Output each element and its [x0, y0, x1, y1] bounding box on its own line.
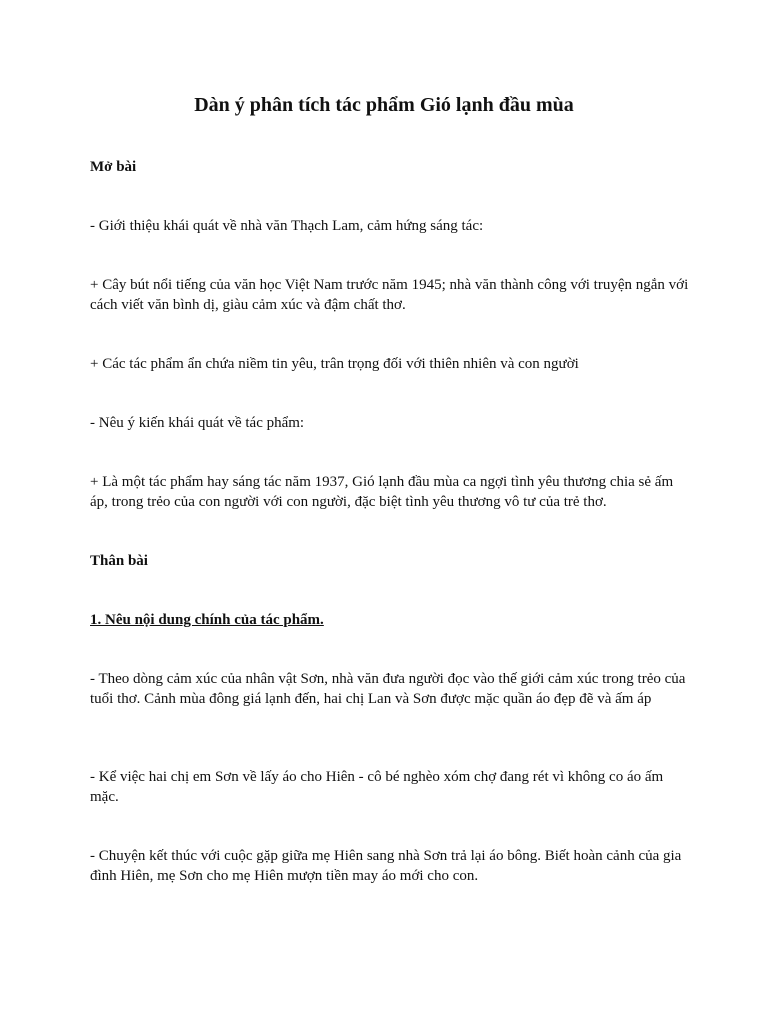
paragraph-work-detail: + Là một tác phẩm hay sáng tác năm 1937, Gió lạnh đầu mùa ca ngợi tình yêu thương chia sẻ ấm áp, trong trẻo của con người với con người, đặc biệt tình yêu thương vô tư của trẻ thơ. [90, 474, 674, 510]
paragraph-author-detail-1: + Cây bút nổi tiếng của văn học Việt Nam trước năm 1945; nhà văn thành công với truyện ngắn với cách viết văn bình dị, giàu cảm xúc và đậm chất thơ. [90, 277, 689, 313]
heading-than-bai: Thân bài [90, 553, 148, 569]
heading-mo-bai: Mở bài [90, 159, 137, 175]
paragraph-content-1: - Theo dòng cảm xúc của nhân vật Sơn, nhà văn đưa người đọc vào thế giới cảm xúc trong trẻo của tuổi thơ. Cảnh mùa đông giá lạnh đến, hai chị Lan và Sơn được mặc quần áo đẹp đẽ và ấm áp [90, 671, 686, 707]
paragraph-content-3: - Chuyện kết thúc với cuộc gặp giữa mẹ Hiên sang nhà Sơn trả lại áo bông. Biết hoàn cảnh của gia đình Hiên, mẹ Sơn cho mẹ Hiên mượn tiền may áo mới cho con. [90, 848, 682, 884]
paragraph-author-detail-2: + Các tác phẩm ẩn chứa niềm tin yêu, trân trọng đối với thiên nhiên và con người [90, 356, 579, 372]
paragraph-intro-work: - Nêu ý kiến khái quát về tác phẩm: [90, 415, 305, 431]
subheading-main-content: 1. Nêu nội dung chính của tác phẩm. [90, 612, 324, 628]
paragraph-content-2: - Kể việc hai chị em Sơn về lấy áo cho Hiên - cô bé nghèo xóm chợ đang rét vì không co áo ấm mặc. [90, 769, 664, 805]
document-title: Dàn ý phân tích tác phẩm Gió lạnh đầu mùa [194, 94, 574, 116]
paragraph-intro-author: - Giới thiệu khái quát về nhà văn Thạch Lam, cảm hứng sáng tác: [90, 218, 484, 234]
